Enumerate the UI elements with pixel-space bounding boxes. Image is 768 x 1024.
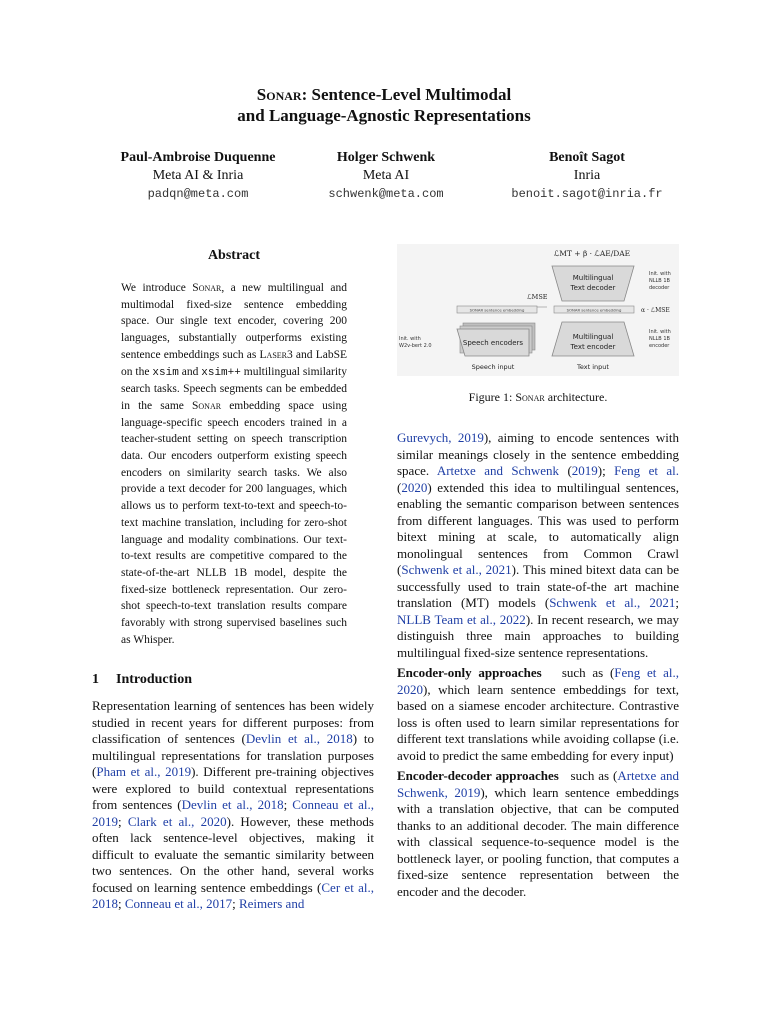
embedding-bar-label: SONAR sentence embedding: [566, 307, 622, 313]
author-affiliation: Meta AI: [362, 168, 410, 183]
section-heading: [92, 672, 192, 688]
decoder-label: Text decoder: [570, 284, 616, 292]
citation-link[interactable]: Conneau et al., 2017: [124, 896, 233, 911]
right-column: [397, 430, 679, 904]
init-decoder-note: decoder: [649, 285, 670, 291]
intro-paragraph: Representation learning of sentences has been widely studied in recent years for different purposes: from classification of sentences (Devlin et al., 2018) to multilingual representations for translation purposes (Pham et al., 2019). Different pre-training objectives were explored to build contextual representations from sentences (Devlin et al., 2018; Conneau et al., 2019; Clark et al., 2020). However, these methods often lack sentence-level objectives, making it difficult to evaluate the semantic similarity between two sentences. On the other hand, several works focused on learning sentence embeddings (Cer et al., 2018; Conneau et al., 2017; Reimers and: [92, 698, 374, 911]
author-name: Benoît Sagot: [549, 150, 625, 165]
author-email[interactable]: schwenk@meta.com: [328, 187, 444, 201]
abstract-body: We introduce Sonar, a new multilingual and multimodal fixed-size sentence embedding space. Our single text encoder, covering 200 languages, substantially outperforms existing sentence embeddings such as Laser3 and LabSE on the xsim and xsim++ multilingual similarity search tasks. Speech segments can be embedded in the same Sonar embedding space using language-specific speech encoders trained in a teacher-student setting on speech transcription data. Our encoders outperform existing speech encoders on similarity search tasks. We also provide a text decoder for 200 languages, which allows us to perform text-to-text and speech-to-text machine translation, including for zero-shot language and modality combinations. Our text-to-text results are competitive compared to the state-of-the-art NLLB 1B model, despite the fixed-size bottleneck representation. Our zero-shot speech-to-text translation results compare favorably with strong supervised baselines such as Whisper.: [121, 282, 348, 646]
paper-title: [0, 84, 768, 126]
citation-link[interactable]: Cer et al., 2018: [92, 879, 374, 911]
author-3: [477, 149, 697, 203]
citation-link[interactable]: Schwenk et al., 2021: [401, 562, 512, 577]
author-email[interactable]: benoit.sagot@inria.fr: [511, 187, 663, 201]
author-name: Holger Schwenk: [336, 150, 436, 165]
citation-link[interactable]: Artetxe and Schwenk, 2019: [397, 768, 679, 800]
sonar-architecture-figure: [397, 244, 679, 376]
section-title: Introduction: [116, 672, 192, 687]
lmse-label: ℒMSE: [527, 293, 548, 301]
title-sonar: Sonar: [256, 85, 302, 104]
init-decoder-note: Init. with: [649, 271, 671, 277]
init-speech-note: W2v-bert 2.0: [399, 343, 432, 349]
init-encoder-note: encoder: [649, 343, 670, 349]
init-encoder-note: NLLB 1B: [649, 336, 670, 342]
init-decoder-note: NLLB 1B: [649, 278, 670, 284]
author-1: [88, 149, 308, 203]
init-speech-note: Init. with: [399, 336, 421, 342]
citation-link[interactable]: Artetxe and Schwenk: [436, 463, 560, 478]
citation-link[interactable]: Conneau et al., 2019: [92, 797, 374, 829]
paragraph: Gurevych, 2019), aiming to encode sentences with similar meanings closely in the sentence embedding space. Artetxe and Schwenk (2019); Feng et al. (2020) extended this idea to multilingual sentences, enabling the semantic comparison between sentences from different languages. This was used to perform bitext mining at scale, to automatically align monolingual sentences from Common Crawl (Schwenk et al., 2021). This mined bitext data can be successfully used to train state-of-the art machine translation (MT) models (Schwenk et al., 2021; NLLB Team et al., 2022). In recent research, we may distinguish three main approaches to building multilingual fixed-size sentence representations.: [397, 430, 680, 660]
citation-link[interactable]: 2019: [571, 463, 598, 478]
citation-link[interactable]: 2020: [401, 479, 428, 495]
speech-encoders-label: Speech encoders: [462, 339, 524, 347]
text-input-label: Text input: [577, 363, 609, 371]
author-affiliation: Inria: [573, 168, 601, 183]
figure-background: [397, 244, 679, 376]
citation-link[interactable]: Devlin et al., 2018: [181, 797, 284, 812]
paragraph: Encoder-only approaches such as (Feng et al., 2020), which learn sentence embeddings for text, based on a siamese encoder architecture. Contrastive loss is often used to learn similar representations for different text translations while avoiding collapse (i.e. avoid to predict the same embedding for every input): [397, 665, 679, 763]
title-line1: : Sentence-Level Multimodal: [301, 85, 512, 104]
alpha-mse-label: α · ℒMSE: [641, 307, 670, 314]
citation-link[interactable]: Feng et al., 2020: [397, 665, 679, 697]
citation-link[interactable]: Pham et al., 2019: [96, 764, 192, 779]
paragraph-heading: Encoder-only approaches: [397, 665, 542, 680]
citation-link[interactable]: Clark et al., 2020: [127, 813, 227, 829]
speech-input-label: Speech input: [471, 363, 515, 371]
author-2: [276, 149, 496, 203]
text-encoder-label: Multilingual: [572, 333, 614, 341]
citation-link[interactable]: Schwenk et al., 2021: [549, 595, 676, 610]
author-affiliation: Meta AI & Inria: [152, 168, 244, 183]
citation-link[interactable]: Devlin et al., 2018: [245, 731, 353, 746]
citation-link[interactable]: Feng et al.: [614, 463, 679, 478]
text-encoder-label: Text encoder: [570, 343, 616, 351]
title-line2: and Language-Agnostic Representations: [237, 106, 531, 125]
embedding-bar-label: SONAR sentence embedding: [469, 307, 525, 313]
loss-top-label: ℒMT + β · ℒAE/DAE: [553, 249, 631, 258]
figure-caption: Figure 1: Sonar architecture.: [468, 390, 608, 404]
author-name: Paul-Ambroise Duquenne: [120, 150, 276, 165]
decoder-label: Multilingual: [572, 274, 614, 282]
abstract-heading: Abstract: [207, 248, 261, 263]
citation-link[interactable]: Gurevych, 2019: [397, 430, 484, 445]
section-number: 1: [92, 672, 99, 687]
citation-link[interactable]: NLLB Team et al., 2022: [397, 611, 526, 627]
paragraph-heading: Encoder-decoder approaches: [397, 768, 559, 783]
paragraph: Encoder-decoder approaches such as (Artetxe and Schwenk, 2019), which learn sentence embeddings with a translation objective, that can be computed thanks to an additional decoder. The main difference with classical sequence-to-sequence model is the bottleneck layer, or pooling function, that computes a fixed-size sentence representation between the encoder and the decoder.: [397, 768, 679, 899]
citation-link[interactable]: Reimers and: [238, 896, 305, 911]
author-email[interactable]: padqn@meta.com: [147, 187, 249, 201]
init-encoder-note: Init. with: [649, 329, 671, 335]
